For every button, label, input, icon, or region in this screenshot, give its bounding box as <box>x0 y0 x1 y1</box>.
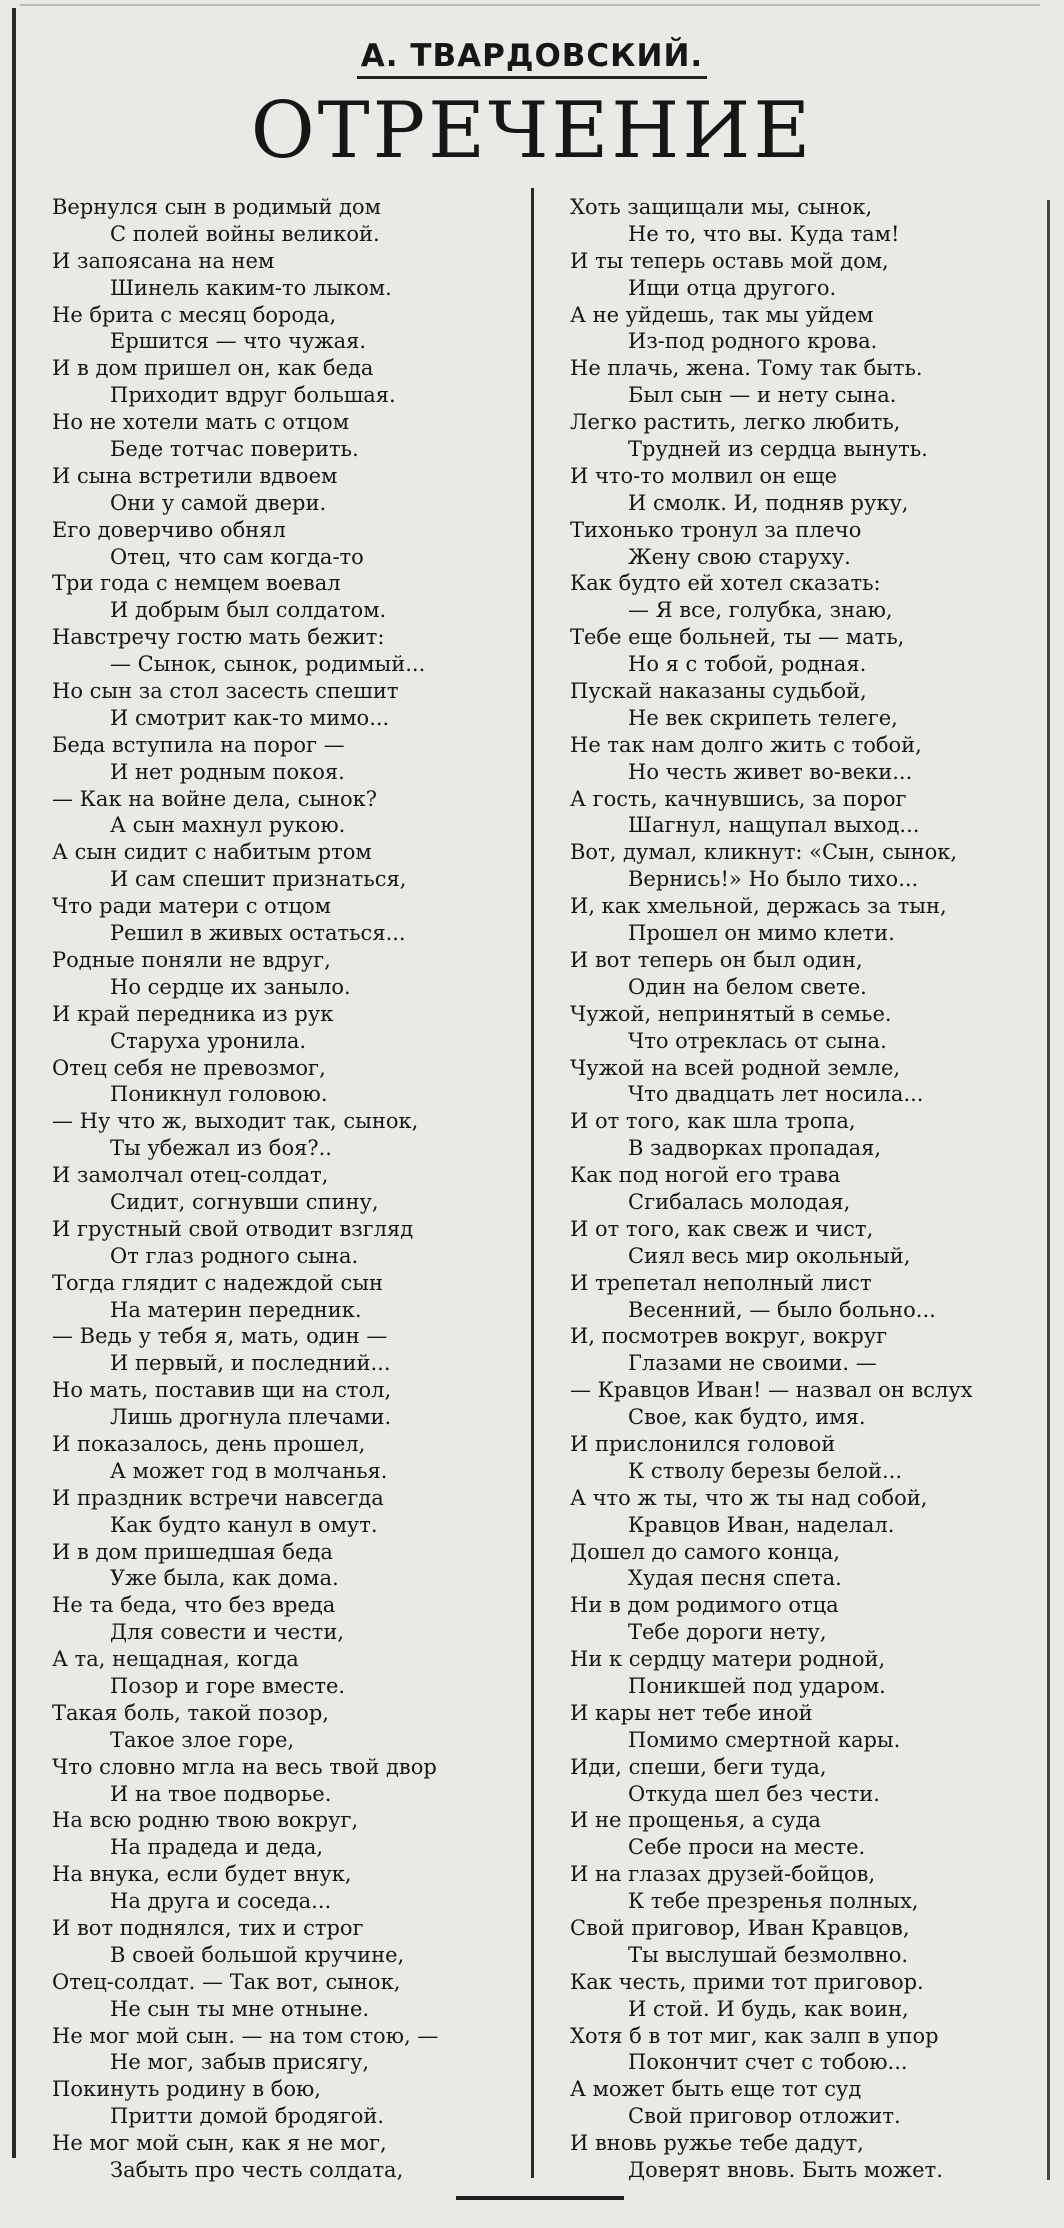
poem-line: Но честь живет во-веки... <box>628 759 913 784</box>
poem-line: И праздник встречи навсегда <box>52 1485 384 1510</box>
poem-line: Что отреклась от сына. <box>628 1028 887 1053</box>
poem-line: Не век скрипеть телеге, <box>628 705 898 730</box>
poem-line: Но сердце их заныло. <box>110 974 351 999</box>
poem-line: И вот поднялся, тих и строг <box>52 1916 364 1940</box>
poem-line: Отец себя не превозмог, <box>52 1055 326 1080</box>
poem-line: Иди, спеши, беги туда, <box>570 1754 827 1779</box>
poem-line: И сына встретили вдвоем <box>52 463 338 488</box>
poem-line: И вновь ружье тебе дадут, <box>570 2131 864 2156</box>
poem-line: Вернулся сын в родимый дом <box>52 195 381 219</box>
poem-line: Сгибалась молодая, <box>628 1189 851 1214</box>
poem-line: Сидит, согнувши спину, <box>110 1189 379 1214</box>
poem-line: А может быть еще тот суд <box>570 2077 862 2102</box>
poem-line: Ни в дом родимого отца <box>570 1593 839 1618</box>
poem-line: Прошел он мимо клети. <box>628 921 895 946</box>
poem-line: Чужой, непринятый в семье. <box>570 1001 892 1026</box>
poem-line: И сам спешит признаться, <box>110 867 407 892</box>
poem-line: Лишь дрогнула плечами. <box>110 1405 392 1430</box>
poem-line: Пускай наказаны судьбой, <box>570 679 867 704</box>
poem-line: И первый, и последний... <box>110 1351 391 1376</box>
poem-line: И нет родным покоя. <box>110 759 345 784</box>
poem-line: Доверят вновь. Быть может. <box>628 2158 943 2183</box>
top-border <box>20 4 1040 6</box>
poem-line: Покинуть родину в бою, <box>52 2077 321 2102</box>
poem-line: И смолк. И, подняв руку, <box>628 490 909 515</box>
poem-line: Не так нам долго жить с тобой, <box>570 732 922 757</box>
poem-line: Они у самой двери. <box>110 490 327 515</box>
poem-line: Решил в живых остаться... <box>110 921 406 946</box>
poem-line: Трудней из сердца вынуть. <box>628 437 928 462</box>
poem-line: Не мог, забыв присягу, <box>110 2050 370 2075</box>
poem-line: И грустный свой отводит взгляд <box>52 1216 414 1241</box>
poem-line: Не та беда, что без вреда <box>52 1593 336 1618</box>
poem-line: Себе проси на месте. <box>628 1835 866 1860</box>
poem-line: Что двадцать лет носила... <box>628 1082 924 1107</box>
poem-line: — Я все, голубка, знаю, <box>628 598 893 623</box>
poem-line: На прадеда и деда, <box>110 1835 324 1860</box>
poem-line: Тогда глядит с надеждой сын <box>52 1270 383 1295</box>
poem-line: Такая боль, такой позор, <box>52 1700 329 1725</box>
poem-line: И прислонился головой <box>570 1431 836 1456</box>
poem-column-right <box>570 194 1040 2184</box>
poem-line: Шагнул, нащупал выход... <box>628 813 920 838</box>
poem-line: На материн передник. <box>110 1297 362 1322</box>
poem-line: И от того, как свеж и чист, <box>570 1216 874 1241</box>
poem-line: Что словно мгла на весь твой двор <box>52 1754 437 1779</box>
poem-line: Что ради матери с отцом <box>52 894 331 919</box>
poem-line: На внука, если будет внук, <box>52 1862 352 1887</box>
poem-line: Глазами не своими. — <box>628 1351 877 1376</box>
poem-line: Не мог мой сын. — на том стою, — <box>52 2023 439 2048</box>
poem-line: С полей войны великой. <box>110 221 380 246</box>
poem-line: Ты выслушай безмолвно. <box>628 1942 909 1967</box>
poem-line: На друга и соседа... <box>110 1889 332 1914</box>
poem-line: Дошел до самого конца, <box>570 1539 840 1564</box>
poem-line: И что-то молвил он еще <box>570 463 838 488</box>
right-column-rule <box>1047 200 1050 2180</box>
poem-line: Такое злое горе, <box>110 1727 295 1752</box>
poem-line: Тебе дороги нету, <box>628 1620 827 1645</box>
poem-line: На всю родню твою вокруг, <box>52 1808 359 1833</box>
poem-line: Не мог мой сын, как я не мог, <box>52 2131 387 2156</box>
poem-line: Ты убежал из боя?.. <box>110 1136 332 1161</box>
poem-line: Но не хотели мать с отцом <box>52 410 350 435</box>
left-column-rule <box>12 8 16 2158</box>
poem-line: А гость, качнувшись, за порог <box>570 786 907 811</box>
poem-line: Хотя б в тот миг, как залп в упор <box>570 2023 939 2048</box>
poem-line: И вот теперь он был один, <box>570 947 863 972</box>
poem-line: И кары нет тебе иной <box>570 1700 813 1725</box>
poem-line: Чужой на всей родной земле, <box>570 1055 901 1080</box>
poem-line: Свое, как будто, имя. <box>628 1405 866 1430</box>
poem-line: И от того, как шла тропа, <box>570 1109 856 1134</box>
poem-line: Но сын за стол засесть спешит <box>52 679 399 704</box>
poem-line: Беде тотчас поверить. <box>110 437 359 462</box>
poem-line: Жену свою старуху. <box>628 544 851 569</box>
poem-line: Не брита с месяц борода, <box>52 302 337 327</box>
poem-line: Не плачь, жена. Тому так быть. <box>570 356 923 381</box>
poem-line: И смотрит как-то мимо... <box>110 705 390 730</box>
poem-line: В своей большой кручине, <box>110 1942 405 1967</box>
poem-line: И запоясана на нем <box>52 248 275 273</box>
poem-line: Из-под родного крова. <box>628 329 878 354</box>
poem-line: Тебе еще больней, ты — мать, <box>570 625 905 650</box>
poem-line: И, как хмельной, держась за тын, <box>570 894 947 919</box>
poem-line: И, посмотрев вокруг, вокруг <box>570 1324 888 1349</box>
poem-line: Сиял весь мир окольный, <box>628 1243 911 1268</box>
poem-line: Три года с немцем воевал <box>52 571 341 596</box>
poem-line: А та, нещадная, когда <box>52 1647 299 1672</box>
poem-line: И на твое подворье. <box>110 1781 332 1806</box>
poem-line: Для совести и чести, <box>110 1620 345 1645</box>
poem-line: Как будто канул в омут. <box>110 1512 378 1537</box>
poem-line: К стволу березы белой... <box>628 1458 903 1483</box>
author-name: А. ТВАРДОВСКИЙ. <box>357 38 707 79</box>
poem-line: Навстречу гостю мать бежит: <box>52 625 385 650</box>
poem-line: От глаз родного сына. <box>110 1243 359 1268</box>
poem-line: Кравцов Иван, наделал. <box>628 1512 895 1537</box>
poem-line: — Ну что ж, выходит так, сынок, <box>52 1109 419 1134</box>
poem-line: Свой приговор отложит. <box>628 2104 901 2129</box>
poem-line: И замолчал отец-солдат, <box>52 1163 329 1188</box>
poem-line: Как под ногой его трава <box>570 1163 841 1188</box>
poem-line: — Кравцов Иван! — назвал он вслух <box>570 1378 973 1403</box>
poem-line: Родные поняли не вдруг, <box>52 947 331 972</box>
poem-line: Покончит счет с тобою... <box>628 2050 908 2075</box>
poem-line: Отец-солдат. — Так вот, сынок, <box>52 1969 401 1994</box>
poem-line: А сын сидит с набитым ртом <box>52 840 372 865</box>
poem-line: К тебе презренья полных, <box>628 1889 919 1914</box>
bottom-rule <box>456 2196 624 2200</box>
poem-line: И в дом пришедшая беда <box>52 1539 333 1564</box>
poem-line: Хоть защищали мы, сынок, <box>570 195 873 219</box>
poem-line: Не сын ты мне отныне. <box>110 1996 370 2021</box>
poem-line: Ищи отца другого. <box>628 275 837 300</box>
poem-line: Но я с тобой, родная. <box>628 652 867 677</box>
poem-line: Поникнул головою. <box>110 1082 328 1107</box>
poem-line: Ни к сердцу матери родной, <box>570 1647 886 1672</box>
poem-line: А может год в молчанья. <box>110 1458 388 1483</box>
poem-line: Худая песня спета. <box>628 1566 842 1591</box>
poem-line: Вот, думал, кликнут: «Сын, сынок, <box>570 840 958 865</box>
poem-line: Помимо смертной кары. <box>628 1727 901 1752</box>
poem-line: Откуда шел без чести. <box>628 1781 880 1806</box>
poem-line: Весенний, — было больно... <box>628 1297 936 1322</box>
poem-line: Приходит вдруг большая. <box>110 383 396 408</box>
poem-line: В задворках пропадая, <box>628 1136 882 1161</box>
poem-line: И трепетал неполный лист <box>570 1270 872 1295</box>
poem-line: Отец, что сам когда-то <box>110 544 364 569</box>
poem-line: Был сын — и нету сына. <box>628 383 897 408</box>
poem-line: И ты теперь оставь мой дом, <box>570 248 889 273</box>
poem-line: А сын махнул рукою. <box>110 813 346 838</box>
poem-line: Его доверчиво обнял <box>52 517 286 542</box>
poem-line: И край передника из рук <box>52 1001 334 1026</box>
poem-line: А не уйдешь, так мы уйдем <box>570 302 874 327</box>
poem-line: Тихонько тронул за плечо <box>570 517 862 542</box>
poem-line: Беда вступила на порог — <box>52 732 345 757</box>
poem-line: И не прощенья, а суда <box>570 1808 821 1833</box>
poem-line: И показалось, день прошел, <box>52 1431 366 1456</box>
poem-line: Но мать, поставив щи на стол, <box>52 1378 392 1403</box>
poem-line: — Ведь у тебя я, мать, один — <box>52 1324 388 1349</box>
poem-line: Не то, что вы. Куда там! <box>628 221 900 246</box>
poem-line: Уже была, как дома. <box>110 1566 339 1591</box>
poem-line: Шинель каким-то лыком. <box>110 275 392 300</box>
poem-line: Как будто ей хотел сказать: <box>570 571 881 596</box>
poem-line: Старуха уронила. <box>110 1028 307 1053</box>
poem-line: Легко растить, легко любить, <box>570 410 901 435</box>
poem-line: А что ж ты, что ж ты над собой, <box>570 1485 928 1510</box>
poem-line: Забыть про честь солдата, <box>110 2158 404 2183</box>
poem-line: Притти домой бродягой. <box>110 2104 385 2129</box>
poem-title: ОТРЕЧЕНИЕ <box>250 86 814 176</box>
poem-line: И в дом пришел он, как беда <box>52 356 374 381</box>
poem-line: Один на белом свете. <box>628 974 867 999</box>
center-column-rule <box>531 188 534 2178</box>
poem-column-left <box>52 194 522 2184</box>
poem-line: И стой. И будь, как воин, <box>628 1996 909 2021</box>
poem-line: Как честь, прими тот приговор. <box>570 1969 924 1994</box>
poem-line: — Как на войне дела, сынок? <box>52 786 378 811</box>
poem-line: И добрым был солдатом. <box>110 598 387 623</box>
poem-line: Ершится — что чужая. <box>110 329 367 354</box>
author-byline <box>0 38 1064 74</box>
poem-line: Свой приговор, Иван Кравцов, <box>570 1916 910 1940</box>
poem-line: Поникшей под ударом. <box>628 1673 886 1698</box>
poem-line: — Сынок, сынок, родимый... <box>110 652 426 677</box>
poem-line: Позор и горе вместе. <box>110 1673 346 1698</box>
poem-line: И на глазах друзей-бойцов, <box>570 1862 876 1887</box>
poem-line: Вернись!» Но было тихо... <box>628 867 919 892</box>
